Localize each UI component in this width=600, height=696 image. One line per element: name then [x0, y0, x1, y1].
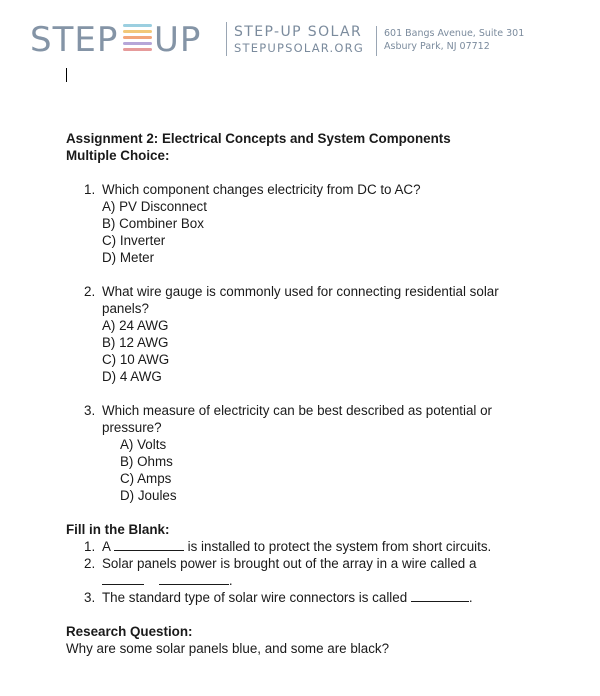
answer-blank	[114, 538, 184, 551]
question-text: What wire gauge is commonly used for connecting residential solar panels?	[102, 284, 499, 316]
question-3	[84, 402, 546, 436]
option: D) Meter	[102, 250, 155, 265]
answer-blank	[411, 589, 469, 602]
logo-text-step: STEP	[30, 20, 119, 60]
research-heading: Research Question:	[66, 624, 193, 639]
fib-text: Solar panels power is brought out of the array in a wire called a	[102, 556, 477, 571]
org-url: STEPUPSOLAR.ORG	[234, 41, 364, 55]
answer-blank	[159, 572, 229, 585]
letterhead	[30, 18, 570, 62]
option: C) 10 AWG	[102, 352, 170, 367]
fib-item-1	[84, 538, 546, 555]
org-name: STEP-UP SOLAR	[234, 24, 363, 40]
fib-heading: Fill in the Blank:	[66, 522, 170, 537]
stack-bar	[123, 36, 152, 39]
question-text: Which measure of electricity can be best described as potential or pressure?	[102, 403, 493, 435]
option: B) Ohms	[120, 454, 173, 469]
fib-text: The standard type of solar wire connectors is called	[102, 590, 411, 605]
option: A) PV Disconnect	[102, 199, 207, 214]
question-text: Which component changes electricity from DC to AC?	[102, 182, 421, 197]
header-divider	[376, 26, 377, 56]
question-2	[84, 283, 546, 317]
mc-heading: Multiple Choice:	[66, 148, 170, 163]
item-number: 2.	[84, 556, 96, 571]
fib-item-2	[84, 555, 546, 589]
question-number: 1.	[84, 182, 96, 197]
question-1	[84, 181, 546, 198]
item-number: 3.	[84, 590, 96, 605]
logo-stack-icon	[123, 24, 152, 56]
option: B) 12 AWG	[102, 335, 169, 350]
header-divider	[226, 22, 227, 56]
logo-text-up: UP	[154, 20, 202, 60]
stack-bar	[123, 30, 152, 33]
stack-bar	[123, 24, 152, 27]
text-cursor	[66, 68, 67, 82]
address-line-2: Asbury Park, NJ 07712	[384, 41, 490, 52]
research-question: Why are some solar panels blue, and some are black?	[66, 641, 390, 656]
item-number: 1.	[84, 539, 96, 554]
fib-text: A	[102, 539, 114, 554]
option: C) Amps	[120, 471, 172, 486]
stack-bar	[123, 48, 152, 51]
option: D) 4 AWG	[102, 369, 162, 384]
fib-text: is installed to protect the system from short circuits.	[183, 539, 492, 554]
fib-item-3	[84, 589, 546, 606]
assignment-title: Assignment 2: Electrical Concepts and System Components	[66, 131, 451, 146]
address-line-1: 601 Bangs Avenue, Suite 301	[384, 28, 525, 39]
fib-text: .	[228, 573, 233, 588]
answer-blank	[102, 572, 144, 585]
question-number: 3.	[84, 403, 96, 418]
fib-text: .	[468, 590, 473, 605]
stack-bar	[123, 42, 152, 45]
option: A) 24 AWG	[102, 318, 169, 333]
question-number: 2.	[84, 284, 96, 299]
option: A) Volts	[120, 437, 167, 452]
option: B) Combiner Box	[102, 216, 204, 231]
option: D) Joules	[120, 488, 177, 503]
option: C) Inverter	[102, 233, 166, 248]
document-body[interactable]	[66, 130, 546, 657]
